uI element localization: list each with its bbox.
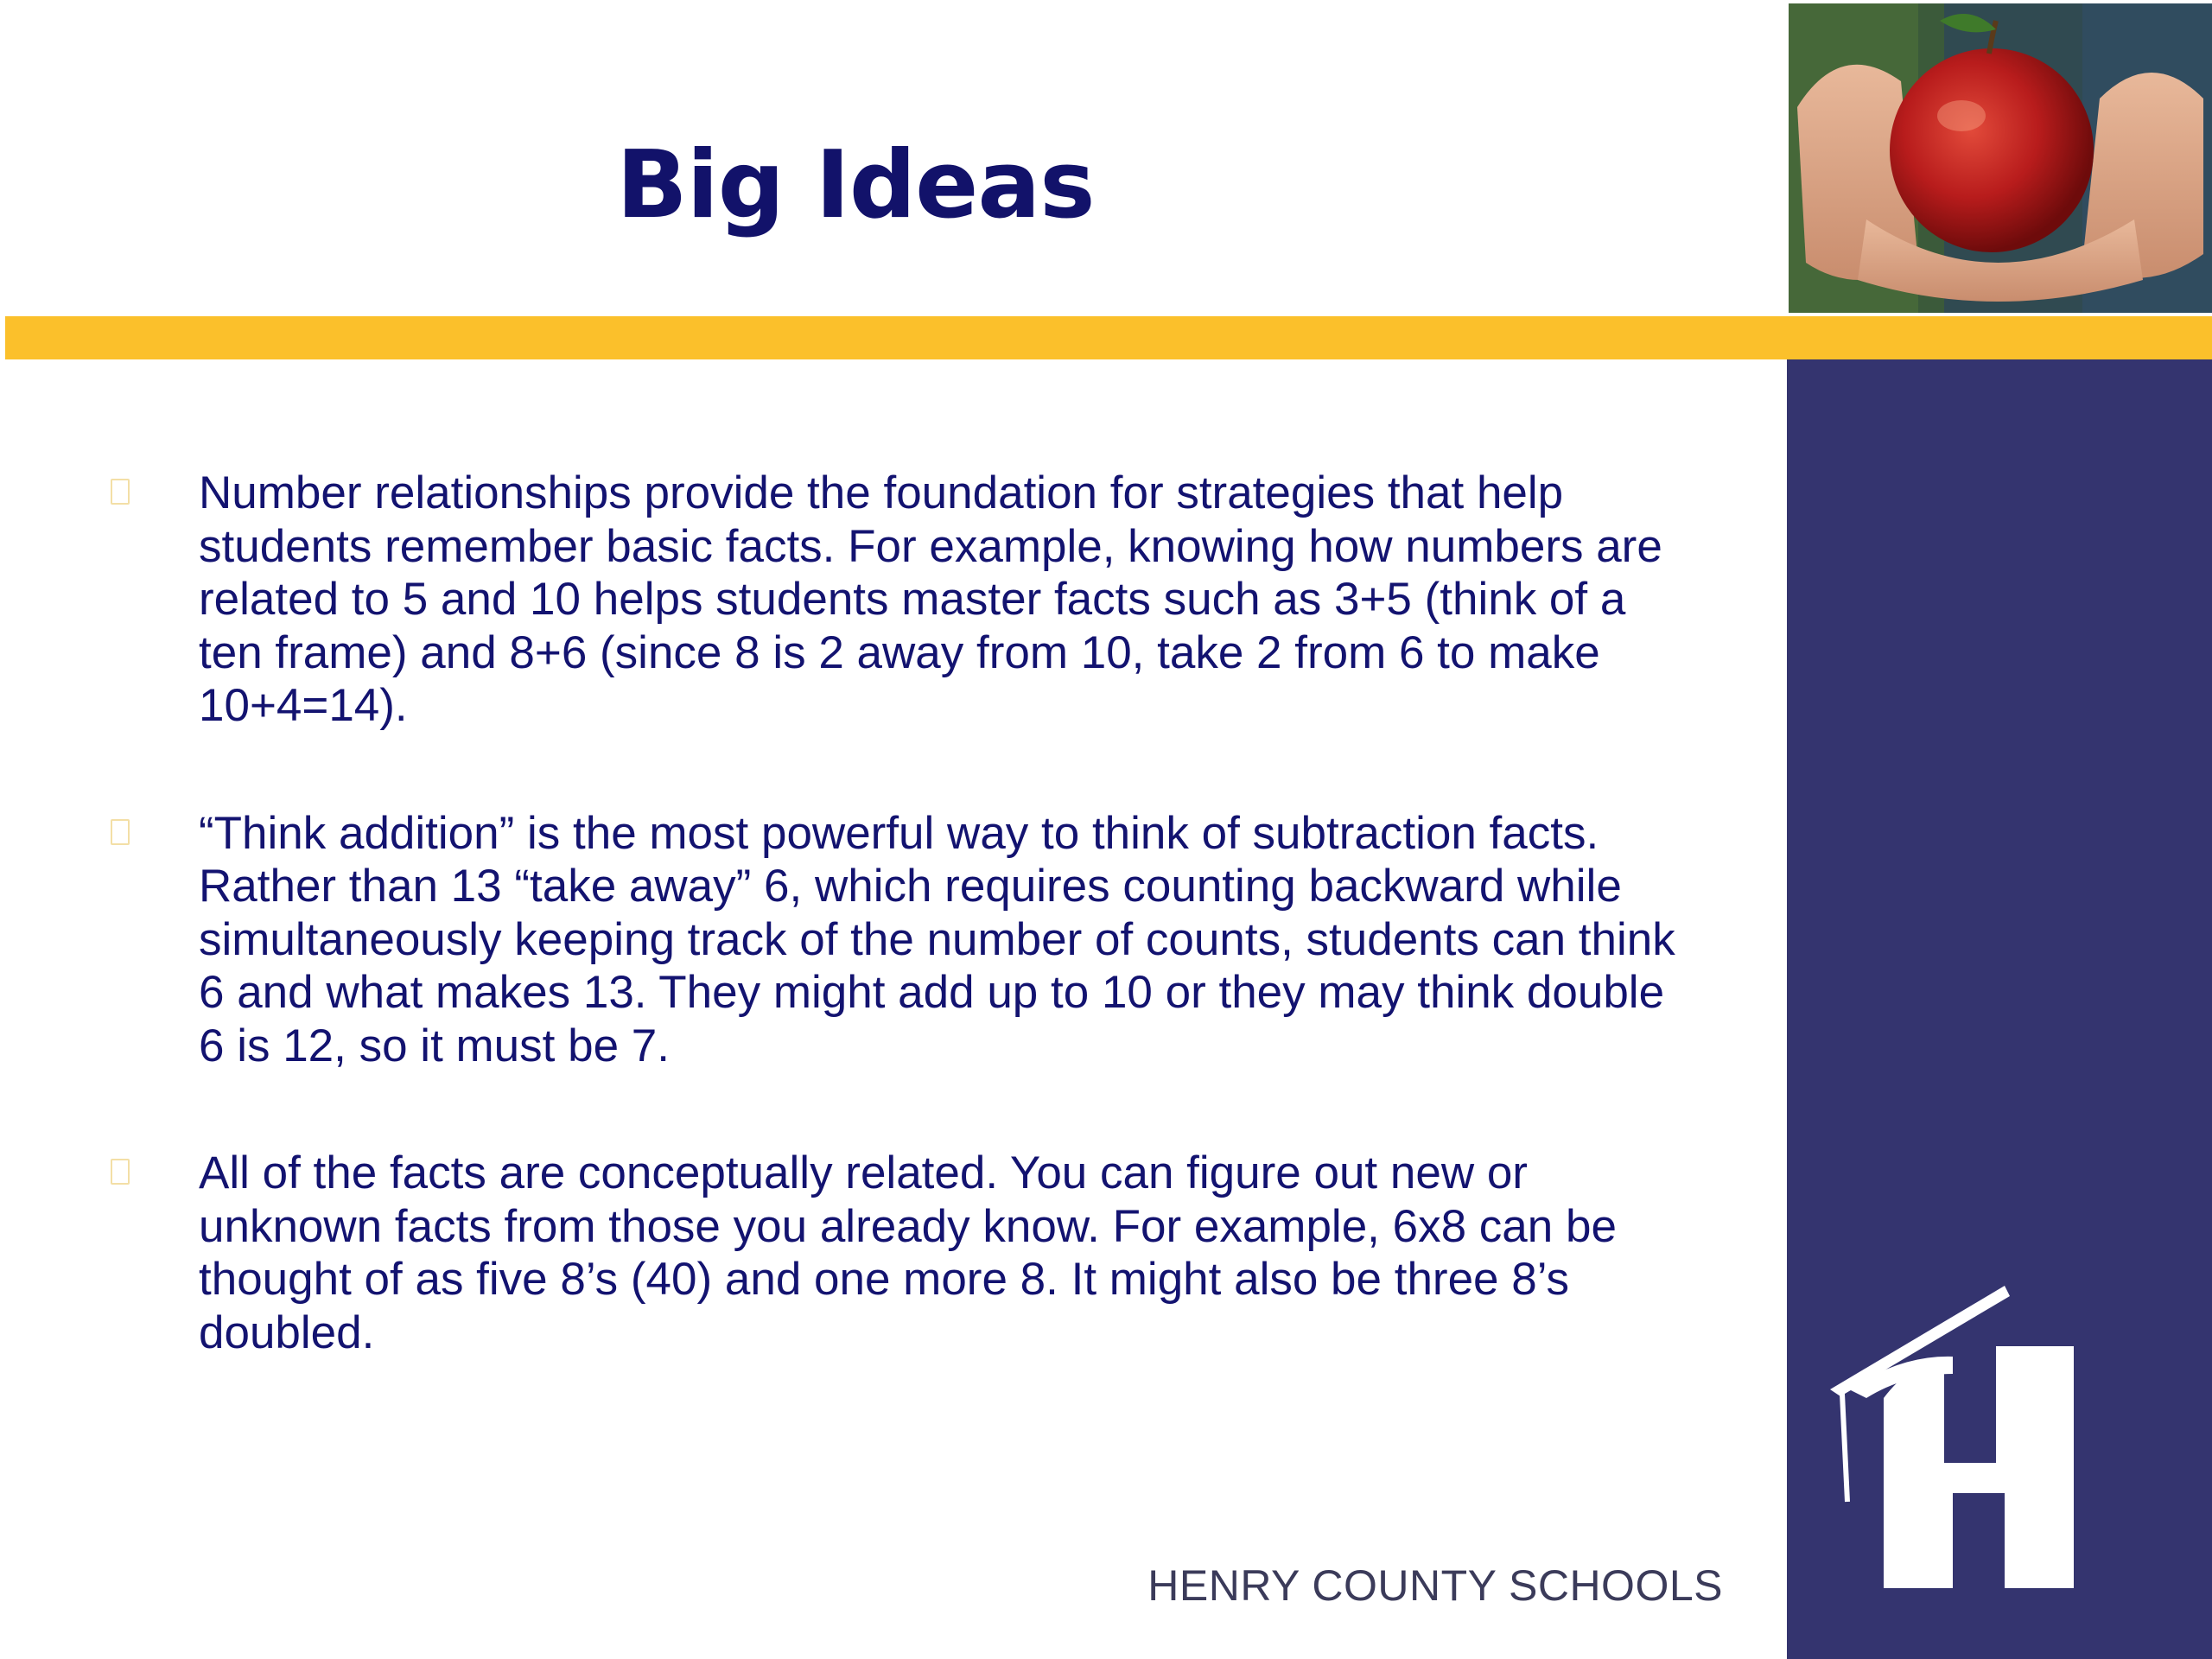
list-item bbox=[111, 807, 1700, 1073]
square-bullet-icon bbox=[111, 1159, 130, 1185]
apple-in-hands-image bbox=[1789, 3, 2212, 313]
footer-school-name: HENRY COUNTY SCHOOLS bbox=[1147, 1561, 1723, 1610]
square-bullet-icon bbox=[111, 479, 130, 505]
bullet-text: All of the facts are conceptually related. You can figure out new or unknown facts from those you already know. For example, 6x8 can be thought of as five 8’s (40) and one more 8. It might also be three 8’s doubled. bbox=[199, 1147, 1617, 1358]
gold-divider-bar bbox=[5, 316, 2212, 359]
graduation-cap-h-logo bbox=[1823, 1277, 2169, 1623]
list-item bbox=[111, 467, 1700, 733]
bullet-text: “Think addition” is the most powerful way to think of subtraction facts. Rather than 13 “take away” 6, which requires counting backward while simultaneously keeping track of the number of counts, students can think 6 and what makes 13. They might add up to 10 or they may think double 6 is 12, so it must be 7. bbox=[199, 807, 1675, 1071]
slide-title: Big Ideas bbox=[616, 131, 1095, 239]
bullet-list bbox=[111, 467, 1700, 1433]
square-bullet-icon bbox=[111, 819, 130, 845]
list-item bbox=[111, 1147, 1700, 1359]
bullet-text: Number relationships provide the foundation for strategies that help students remember basic facts. For example, knowing how numbers are related to 5 and 10 helps students master facts such as 3+5 (think of a ten frame) and 8+6 (since 8 is 2 away from 10, take 2 from 6 to make 10+4=14). bbox=[199, 467, 1662, 731]
